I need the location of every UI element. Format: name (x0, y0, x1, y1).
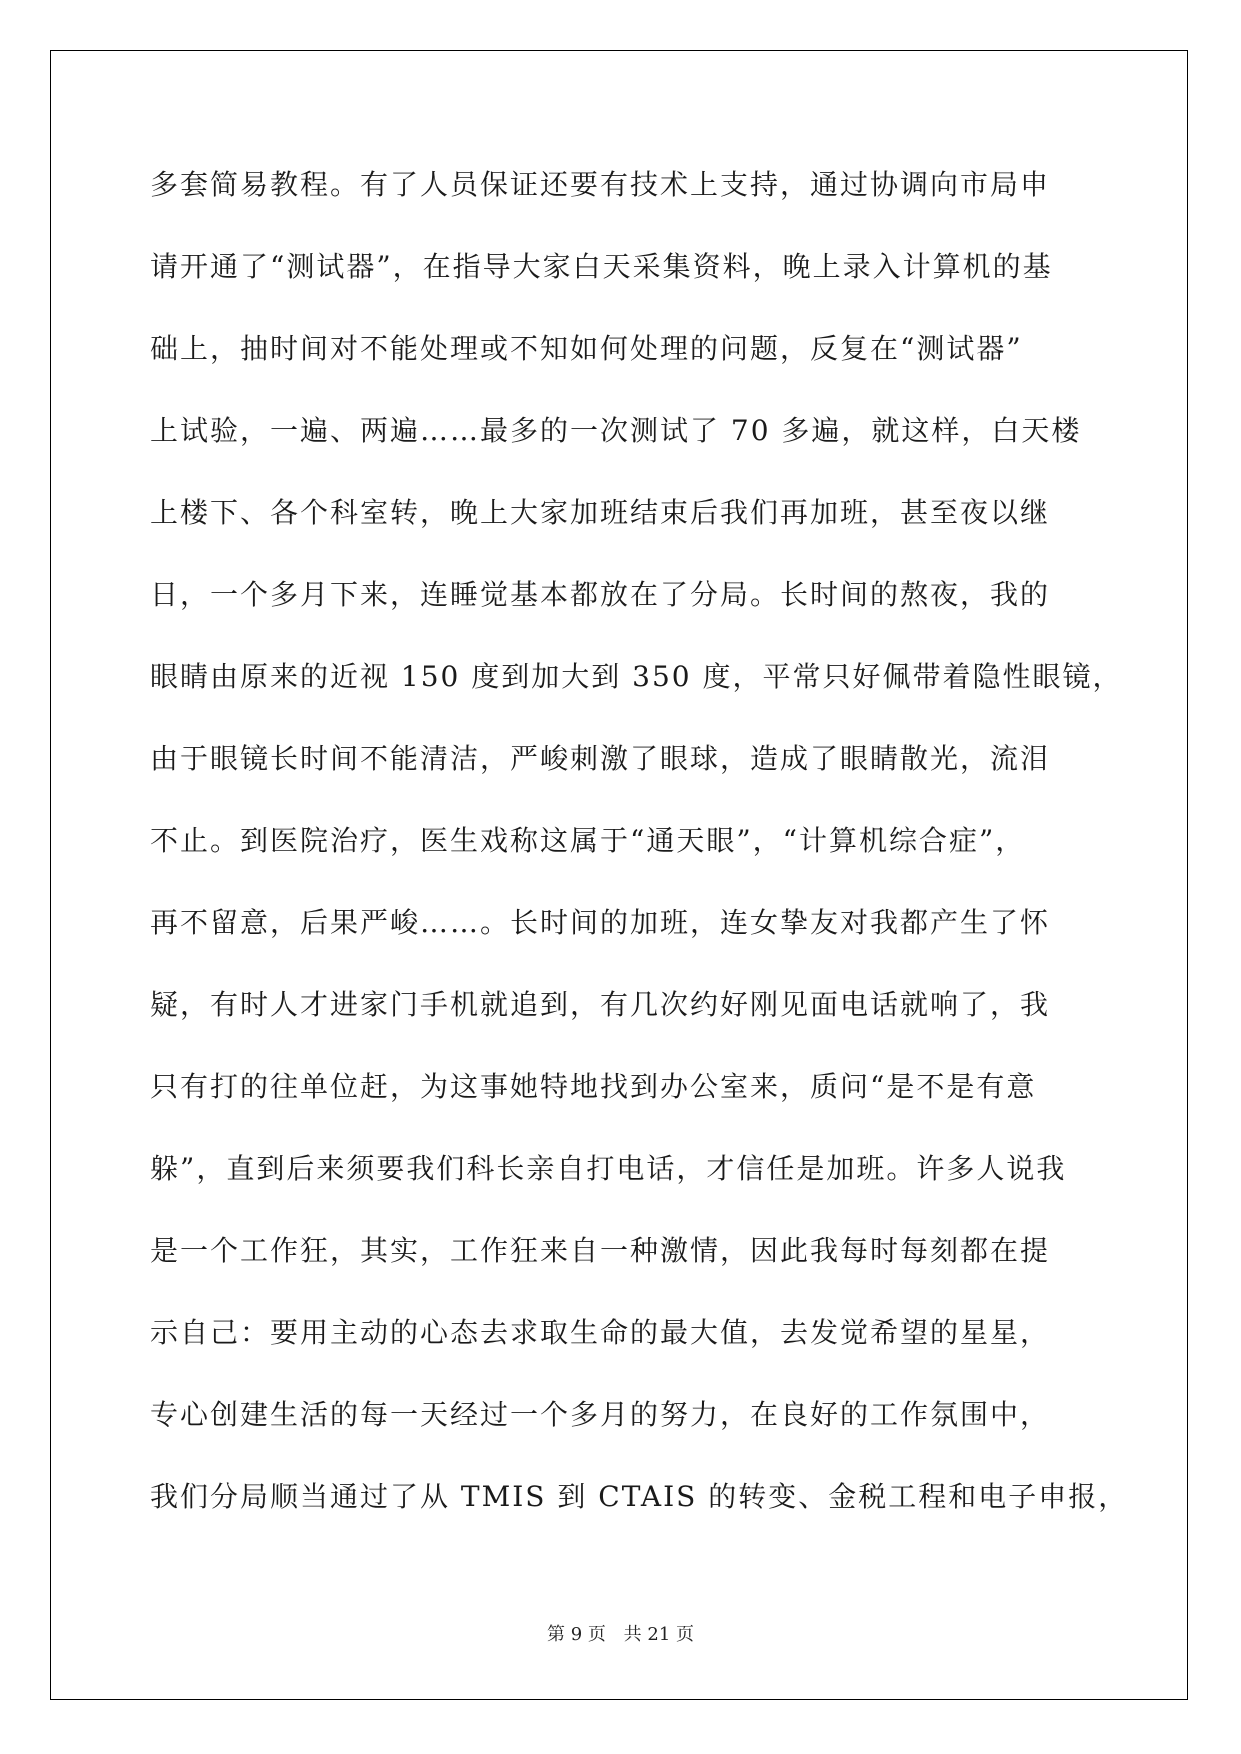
text-line: 疑，有时人才进家门手机就追到，有几次约好刚见面电话就响了，我 (150, 988, 1051, 1021)
text-line: 眼睛由原来的近视 150 度到加大到 350 度，平常只好佩带着隐性眼镜， (150, 660, 1123, 693)
text-line: 础上，抽时间对不能处理或不知如何处理的问题，反复在“测试器” (150, 332, 1023, 365)
page-number: 第 9 页 (547, 1624, 606, 1645)
text-line: 我们分局顺当通过了从 TMIS 到 CTAIS 的转变、金税工程和电子申报， (150, 1480, 1129, 1513)
text-line: 示自己：要用主动的心态去求取生命的最大值，去发觉希望的星星， (150, 1316, 1051, 1349)
text-line: 请开通了“测试器”，在指导大家白天采集资料，晚上录入计算机的基 (150, 250, 1053, 283)
text-line: 再不留意，后果严峻……。长时间的加班，连女挚友对我都产生了怀 (150, 906, 1051, 939)
text-line: 由于眼镜长时间不能清洁，严峻刺激了眼球，造成了眼睛散光，流泪 (150, 742, 1051, 775)
page-footer (0, 1620, 1241, 1646)
page-total: 共 21 页 (623, 1624, 694, 1645)
text-line: 上试验，一遍、两遍……最多的一次测试了 70 多遍，就这样，白天楼 (150, 414, 1082, 447)
text-line: 躲”，直到后来须要我们科长亲自打电话，才信任是加班。许多人说我 (150, 1152, 1067, 1185)
text-line: 只有打的往单位赶，为这事她特地找到办公室来，质问“是不是有意 (150, 1070, 1037, 1103)
text-line: 多套简易教程。有了人员保证还要有技术上支持，通过协调向市局申 (150, 168, 1051, 201)
text-line: 上楼下、各个科室转，晚上大家加班结束后我们再加班，甚至夜以继 (150, 496, 1051, 529)
text-line: 专心创建生活的每一天经过一个多月的努力，在良好的工作氛围中， (150, 1398, 1051, 1431)
text-line: 日，一个多月下来，连睡觉基本都放在了分局。长时间的熬夜，我的 (150, 578, 1051, 611)
text-line: 不止。到医院治疗，医生戏称这属于“通天眼”，“计算机综合症”， (150, 824, 1026, 857)
text-line: 是一个工作狂，其实，工作狂来自一种激情，因此我每时每刻都在提 (150, 1234, 1051, 1267)
document-body (150, 160, 1129, 1554)
